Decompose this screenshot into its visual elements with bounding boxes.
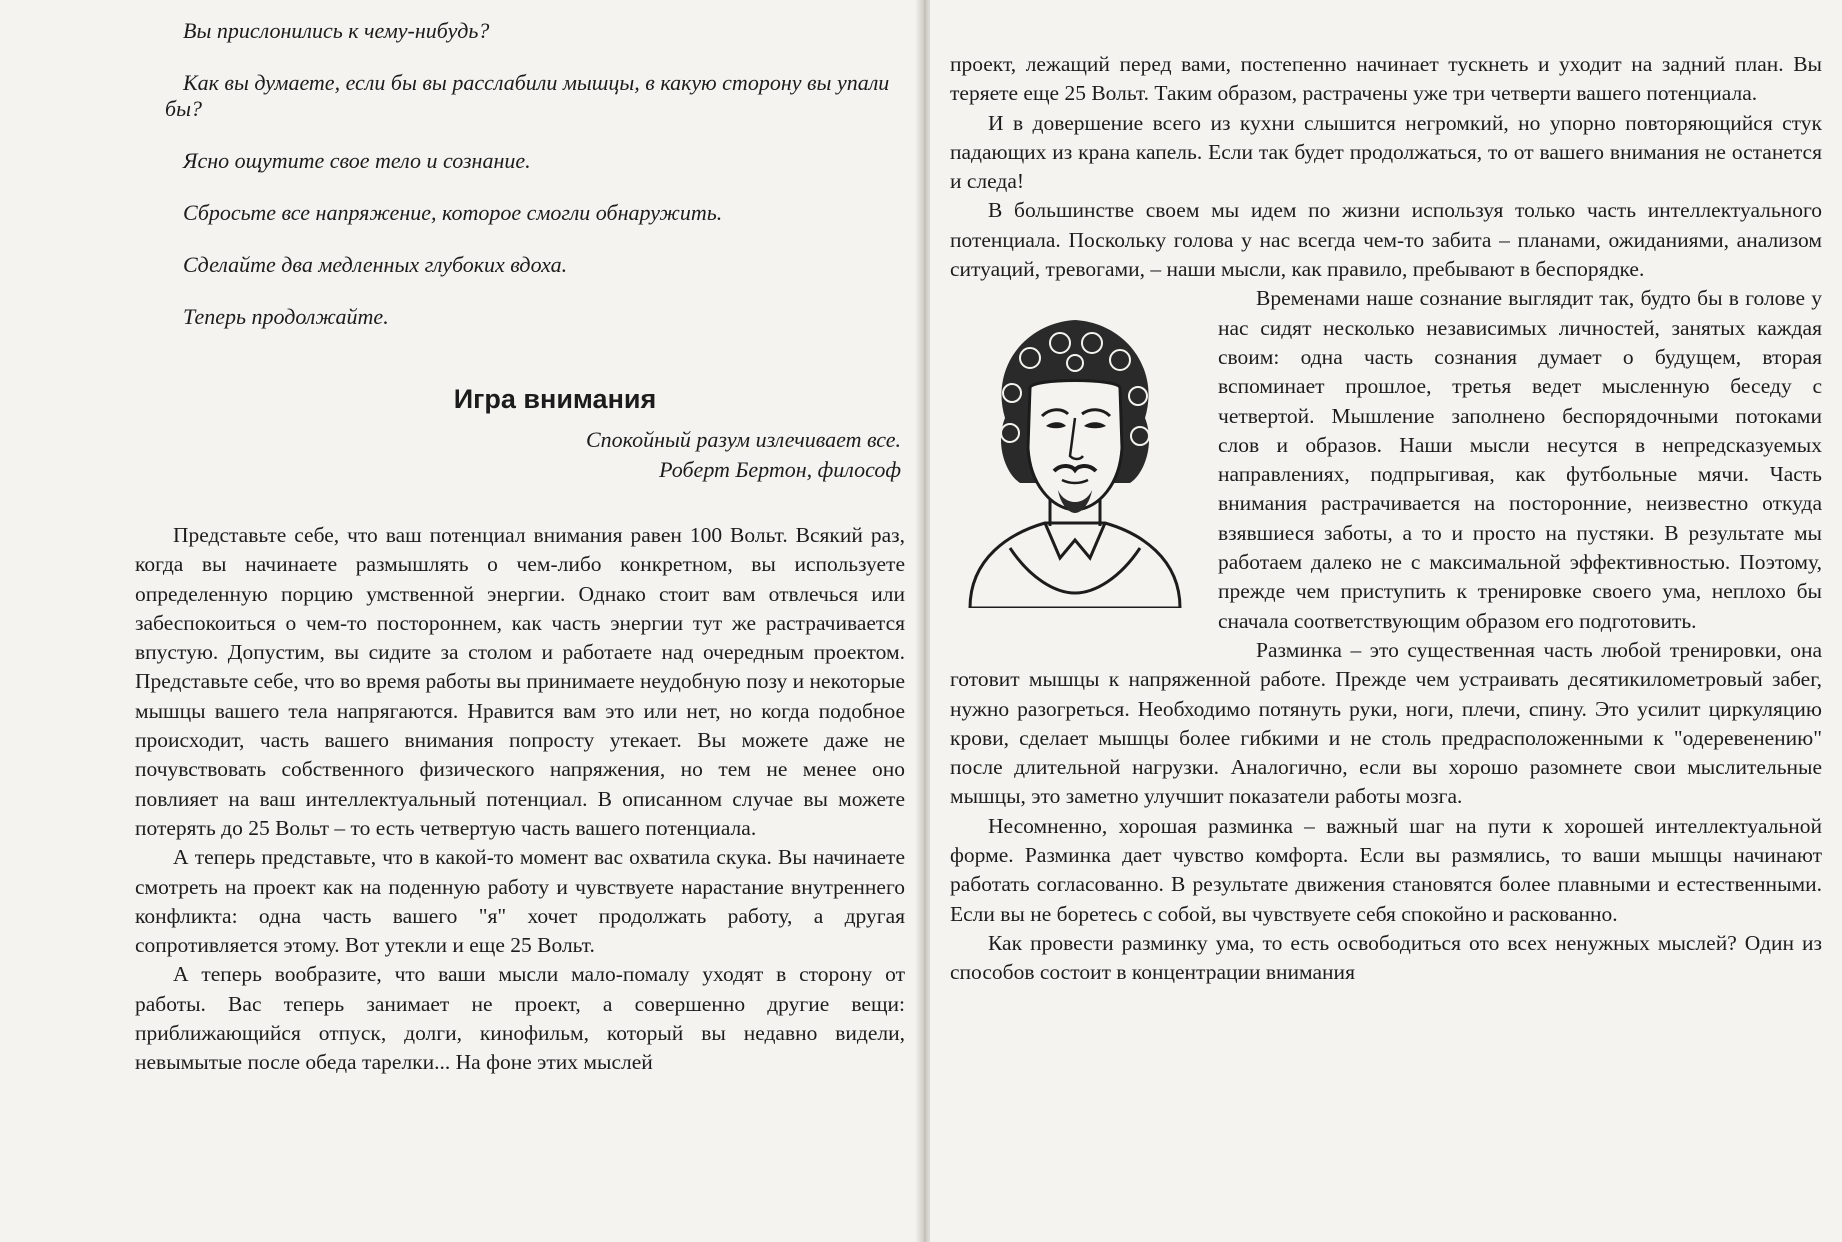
right-page [930, 0, 1842, 1242]
right-page-content [950, 50, 1822, 988]
exercise-instruction: Сделайте два медленных глубоких вдоха. [183, 252, 568, 277]
section-heading: Игра внимания [453, 384, 657, 414]
philosopher-portrait [950, 290, 1200, 630]
exercise-question: Вы прислонились к чему-нибудь? [183, 18, 490, 43]
exercise-instruction: Ясно ощутите свое тело и сознание. [183, 148, 531, 173]
exercise-question: Как вы думаете, если бы вы расслабили мышцы, в какую сторону вы упали бы? [165, 70, 890, 121]
body-paragraph: В большинстве своем мы идем по жизни используя только часть интеллектуального потенциала. Поскольку голова у нас всегда чем-то забита – планами, ожиданиями, анализом ситуаций, тревогами, – наши мысли, как правило, пребывают в беспорядке. [950, 198, 1822, 282]
body-paragraph: И в довершение всего из кухни слышится негромкий, но упорно повторяющийся стук падающих из крана капель. Если так будет продолжаться, то от вашего внимания не останется и следа! [950, 110, 1822, 194]
left-page [0, 0, 920, 1242]
body-paragraph: А теперь вообразите, что ваши мысли мало-помалу уходят в сторону от работы. Вас теперь занимает не проект, а совершенно другие вещи: приближающийся отпуск, долги, кинофильм, который вы недавно видели, невымытые после обеда тарелки... На фоне этих мыслей [135, 962, 905, 1075]
exercise-instruction: Теперь продолжайте. [183, 304, 389, 329]
body-paragraph: А теперь представьте, что в какой-то момент вас охватила скука. Вы начинаете смотреть на проект как на поденную работу и чувствуете нарастание внутреннего конфликта: одна часть вашего "я" хочет продолжать работу, а другая сопротивляется этому. Вот утекли и еще 25 Вольт. [135, 845, 905, 958]
epigraph-quote: Спокойный разум излечивает все. [585, 427, 901, 452]
body-paragraph: проект, лежащий перед вами, постепенно начинает тускнеть и уходит на задний план. Вы теряете еще 25 Вольт. Таким образом, растрачены уже три четверти вашего потенциала. [950, 52, 1822, 106]
body-paragraph-wrapped: Временами наше сознание выглядит так, будто бы в голове у нас сидят несколько независимых личностей, занятых каждая своим: одна часть сознания думает о будущем, вторая вспоминает прошлое, третья ведет мысленную беседу с четвертой. Мышление заполнено беспорядочными потоками слов и образов. Наши мысли несутся в непредсказуемых направлениях, подпрыгивая, как футбольные мячи. Часть внимания растрачивается на посторонние, неизвестно откуда взявшиеся заботы, а то и просто на пустяки. В результате мы работаем далеко не с максимальной эффективностью. Поэтому, прежде чем приступить к тренировке своего ума, неплохо бы сначала соответствующим образом его подготовить. [1218, 286, 1822, 633]
left-page-content [135, 18, 905, 1078]
body-paragraph: Как провести разминку ума, то есть освободиться ото всех ненужных мыслей? Один из способов состоит в концентрации внимания [950, 930, 1822, 985]
body-paragraph-wrapped: Разминка – это существенная часть любой тренировки, она готовит мышцы к напряженной работе. Прежде чем устраивать десятикилометровый забег, нужно разогреться. Необходимо потянуть руки, ноги, плечи, спину. Это усилит циркуляцию крови, сделает мышцы более гибкими и не столь предрасположенными к "одеревенению" после длительной нагрузки. Аналогично, если вы хорошо разомнете свои мыслительные мышцы, это заметно улучшит показатели работы мозга. [950, 637, 1822, 809]
portrait-illustration-icon [950, 308, 1200, 608]
epigraph-author: Роберт Бертон, философ [659, 457, 901, 482]
body-paragraph: Представьте себе, что ваш потенциал внимания равен 100 Вольт. Всякий раз, когда вы начинаете размышлять о чем-либо конкретном, вы используете определенную порцию умственной энергии. Однако стоит вам отвлечься или забеспокоиться о чем-то постороннем, как часть энергии тут же растрачивается впустую. Допустим, вы сидите за столом и работаете над очередным проектом. Представьте себе, что во время работы вы принимаете неудобную позу и некоторые мышцы вашего тела напрягаются. Нравится вам это или нет, но когда подобное происходит, часть вашего внимания попросту утекает. Вы можете даже не почувствовать собственного физического напряжения, но тем не менее оно повлияет на ваш интеллектуальный потенциал. В описанном случае вы можете потерять до 25 Вольт – то есть четвертую часть вашего потенциала. [135, 523, 905, 840]
exercise-instruction: Сбросьте все напряжение, которое смогли обнаружить. [183, 200, 723, 225]
body-paragraph: Несомненно, хорошая разминка – важный шаг на пути к хорошей интеллектуальной форме. Разминка дает чувство комфорта. Если вы размялись, то ваши мышцы начинают работать согласованно. В результате движения становятся более плавными и естественными. Если вы не боретесь с собой, вы чувствуете себя спокойно и раскованно. [950, 813, 1822, 926]
